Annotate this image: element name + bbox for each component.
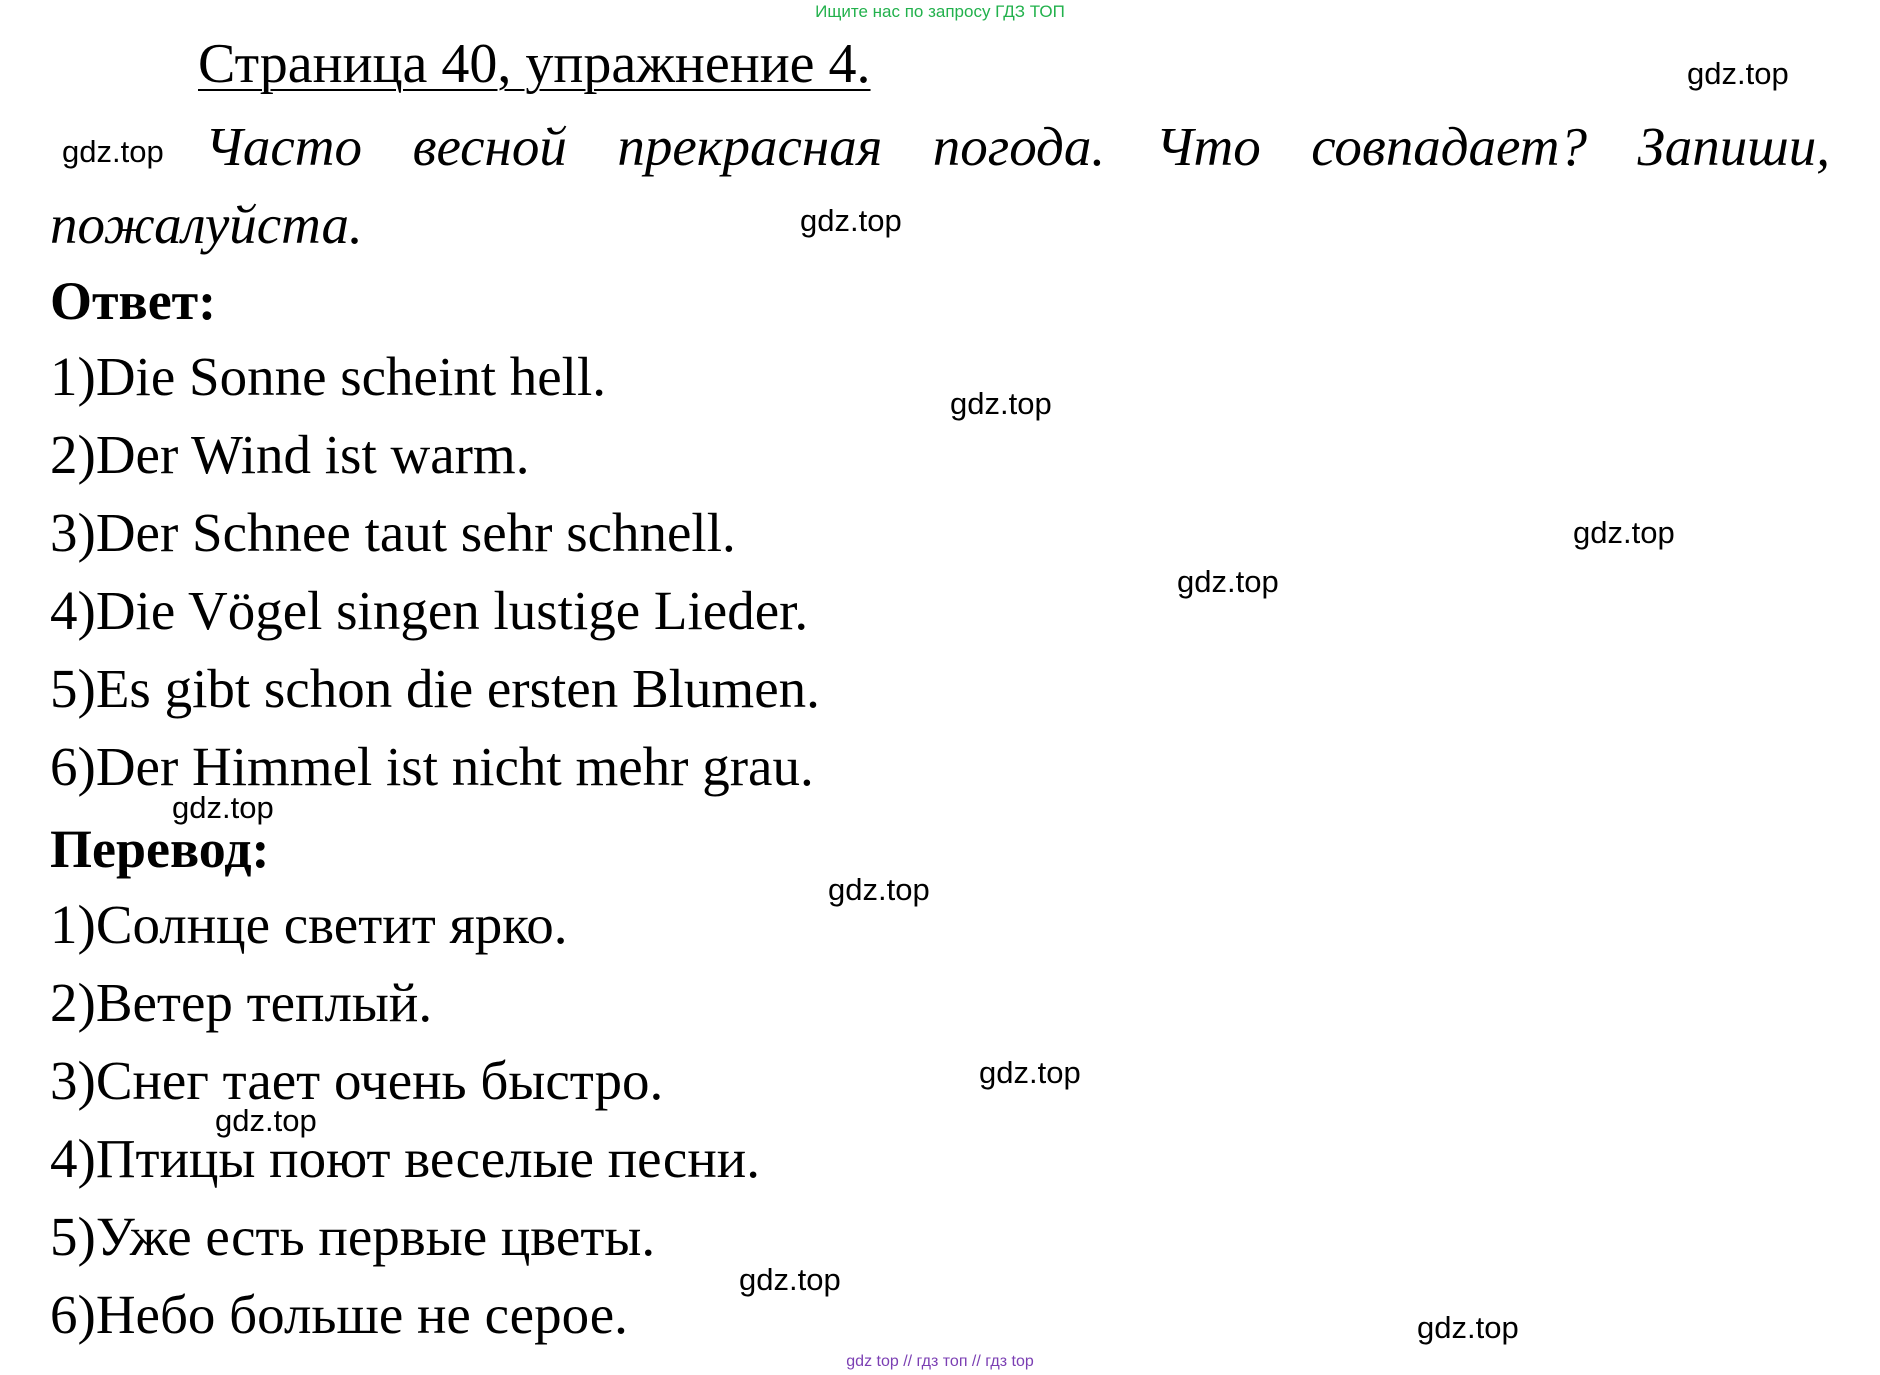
watermark: gdz.top	[1177, 564, 1279, 599]
watermark: gdz.top	[800, 203, 902, 238]
answer-item-2: 2)Der Wind ist warm.	[50, 424, 530, 485]
translation-item-2: 2)Ветер теплый.	[50, 972, 433, 1033]
watermark: gdz.top	[62, 134, 164, 169]
translation-item-3: 3)Снег тает очень быстро.	[50, 1050, 664, 1111]
translation-item-4: 4)Птицы поют веселые песни.	[50, 1128, 760, 1189]
watermark: gdz.top	[1573, 515, 1675, 550]
task-text: Часто весной прекрасная погода. Что совпадает? Запиши, пожалуйста.	[50, 116, 1830, 255]
page-title: Страница 40, упражнение 4.	[198, 33, 871, 95]
watermark: gdz.top	[950, 386, 1052, 421]
translation-item-5: 5)Уже есть первые цветы.	[50, 1206, 656, 1267]
answer-item-3: 3)Der Schnee taut sehr schnell.	[50, 502, 736, 563]
watermark: gdz.top	[828, 872, 930, 907]
answer-heading: Ответ:	[50, 271, 217, 331]
top-banner-link[interactable]: Ищите нас по запросу ГДЗ ТОП	[815, 2, 1065, 21]
translation-item-1: 1)Солнце светит ярко.	[50, 894, 568, 955]
watermark: gdz.top	[215, 1103, 317, 1138]
watermark: gdz.top	[739, 1262, 841, 1297]
answer-item-4: 4)Die Vögel singen lustige Lieder.	[50, 580, 809, 641]
footer-links[interactable]: gdz top // гдз топ // гдз top	[846, 1353, 1034, 1370]
answer-item-5: 5)Es gibt schon die ersten Blumen.	[50, 658, 820, 719]
watermark: gdz.top	[172, 790, 274, 825]
answer-item-6: 6)Der Himmel ist nicht mehr grau.	[50, 736, 814, 797]
translation-heading: Перевод:	[50, 819, 270, 879]
watermark: gdz.top	[979, 1055, 1081, 1090]
watermark: gdz.top	[1417, 1310, 1519, 1345]
translation-item-6: 6)Небо больше не серое.	[50, 1284, 628, 1345]
watermark: gdz.top	[1687, 56, 1789, 91]
answer-item-1: 1)Die Sonne scheint hell.	[50, 346, 606, 407]
